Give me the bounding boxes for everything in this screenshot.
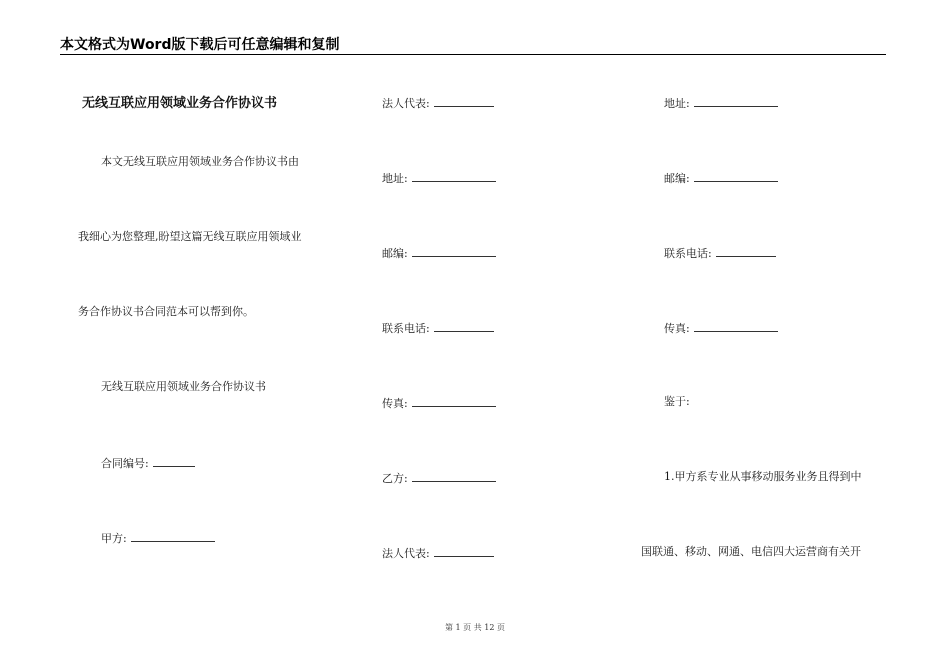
clause-1-line-2: 国联通、移动、网通、电信四大运营商有关开: [641, 545, 861, 558]
party-b-blank: [412, 470, 496, 482]
phone-b-field: [664, 245, 776, 261]
fax-b-field: [664, 320, 778, 336]
address-a-field: [382, 170, 496, 186]
fax-b-blank: [694, 320, 778, 332]
party-a-label: 甲方:: [101, 532, 127, 545]
postcode-a-blank: [412, 245, 496, 257]
party-b-field: [382, 470, 496, 486]
legal-rep-a-field: [382, 95, 494, 111]
legal-rep-a-label: 法人代表:: [382, 97, 430, 110]
address-b-label: 地址:: [664, 97, 690, 110]
postcode-b-blank: [694, 170, 778, 182]
header-rule: [60, 54, 886, 55]
legal-rep-b-label: 法人代表:: [382, 547, 430, 560]
legal-rep-b-field: [382, 545, 494, 561]
whereas-label: 鉴于:: [664, 395, 690, 408]
legal-rep-b-blank: [434, 545, 494, 557]
phone-a-blank: [434, 320, 494, 332]
party-b-label: 乙方:: [382, 472, 408, 485]
fax-a-label: 传真:: [382, 397, 408, 410]
fax-b-label: 传真:: [664, 322, 690, 335]
contract-number-field: [101, 455, 195, 471]
phone-a-label: 联系电话:: [382, 322, 430, 335]
page-number: 第 1 页 共 12 页: [445, 623, 505, 632]
postcode-b-field: [664, 170, 778, 186]
intro-line-2: 我细心为您整理,盼望这篇无线互联应用领域业: [78, 230, 302, 243]
address-b-blank: [694, 95, 778, 107]
intro-line-1: 本文无线互联应用领域业务合作协议书由: [101, 155, 299, 168]
document-title: 无线互联应用领域业务合作协议书: [82, 96, 278, 111]
legal-rep-a-blank: [434, 95, 494, 107]
address-a-blank: [412, 170, 496, 182]
phone-a-field: [382, 320, 494, 336]
party-a-blank: [131, 530, 215, 542]
agreement-heading: 无线互联应用领域业务合作协议书: [101, 380, 266, 393]
address-b-field: [664, 95, 778, 111]
intro-line-3: 务合作协议书合同范本可以帮到你。: [78, 305, 254, 318]
postcode-a-field: [382, 245, 496, 261]
document-header: 本文格式为Word版下载后可任意编辑和复制: [60, 37, 340, 53]
phone-b-blank: [716, 245, 776, 257]
party-a-field: [101, 530, 215, 546]
clause-1-line-1: 1.甲方系专业从事移动服务业务且得到中: [664, 470, 862, 483]
phone-b-label: 联系电话:: [664, 247, 712, 260]
contract-number-label: 合同编号:: [101, 457, 149, 470]
contract-number-blank: [153, 455, 195, 467]
fax-a-field: [382, 395, 496, 411]
fax-a-blank: [412, 395, 496, 407]
postcode-b-label: 邮编:: [664, 172, 690, 185]
address-a-label: 地址:: [382, 172, 408, 185]
postcode-a-label: 邮编:: [382, 247, 408, 260]
